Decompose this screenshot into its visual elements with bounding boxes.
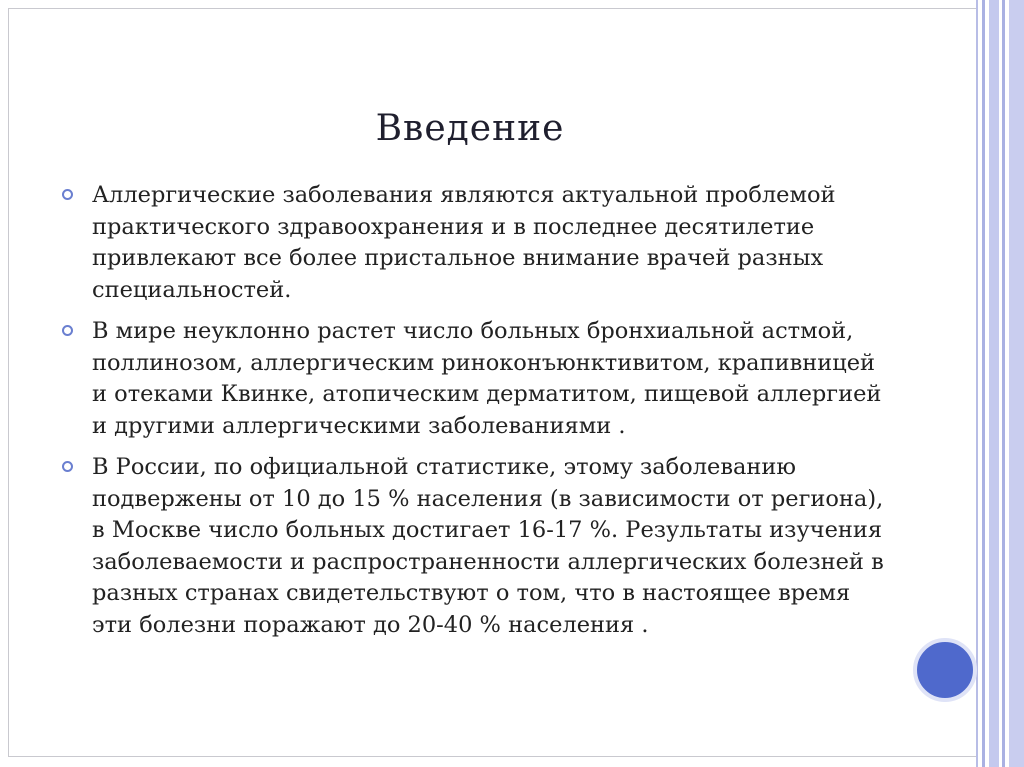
bullet-text: В мире неуклонно растет число больных бронхиальной астмой, поллинозом, аллергическим риноконъюнктивитом, крапивницей и отеками Квинке, атопическим дерматитом, пищевой аллергией и другими аллергическими заболеваниями . bbox=[92, 318, 882, 439]
decorative-circle-icon bbox=[913, 638, 977, 702]
bullet-item bbox=[60, 452, 890, 641]
bullet-circle-icon bbox=[62, 325, 73, 336]
stripe bbox=[989, 0, 999, 767]
bullet-item bbox=[60, 316, 890, 442]
bullet-circle-icon bbox=[62, 189, 73, 200]
stripe bbox=[982, 0, 985, 767]
stripe bbox=[976, 0, 978, 767]
bullet-text: В России, по официальной статистике, этому заболеванию подвержены от 10 до 15 % населения (в зависимости от региона), в Москве число больных достигает 16-17 %. Результаты изучения заболеваемости и распространенности аллергических болезней в разных странах свидетельствуют о том, что в настоящее время эти болезни поражают до 20-40 % населения . bbox=[92, 454, 884, 638]
bullet-item bbox=[60, 180, 890, 306]
stripe bbox=[1009, 0, 1024, 767]
slide-title: Введение bbox=[375, 108, 565, 149]
bullet-text: Аллергические заболевания являются актуальной проблемой практического здравоохранения и в последнее десятилетие привлекают все более пристальное внимание врачей разных специальностей. bbox=[92, 182, 836, 303]
stripe bbox=[1002, 0, 1005, 767]
bullet-circle-icon bbox=[62, 461, 73, 472]
decorative-stripes bbox=[976, 0, 1024, 767]
bullet-list bbox=[60, 180, 890, 651]
